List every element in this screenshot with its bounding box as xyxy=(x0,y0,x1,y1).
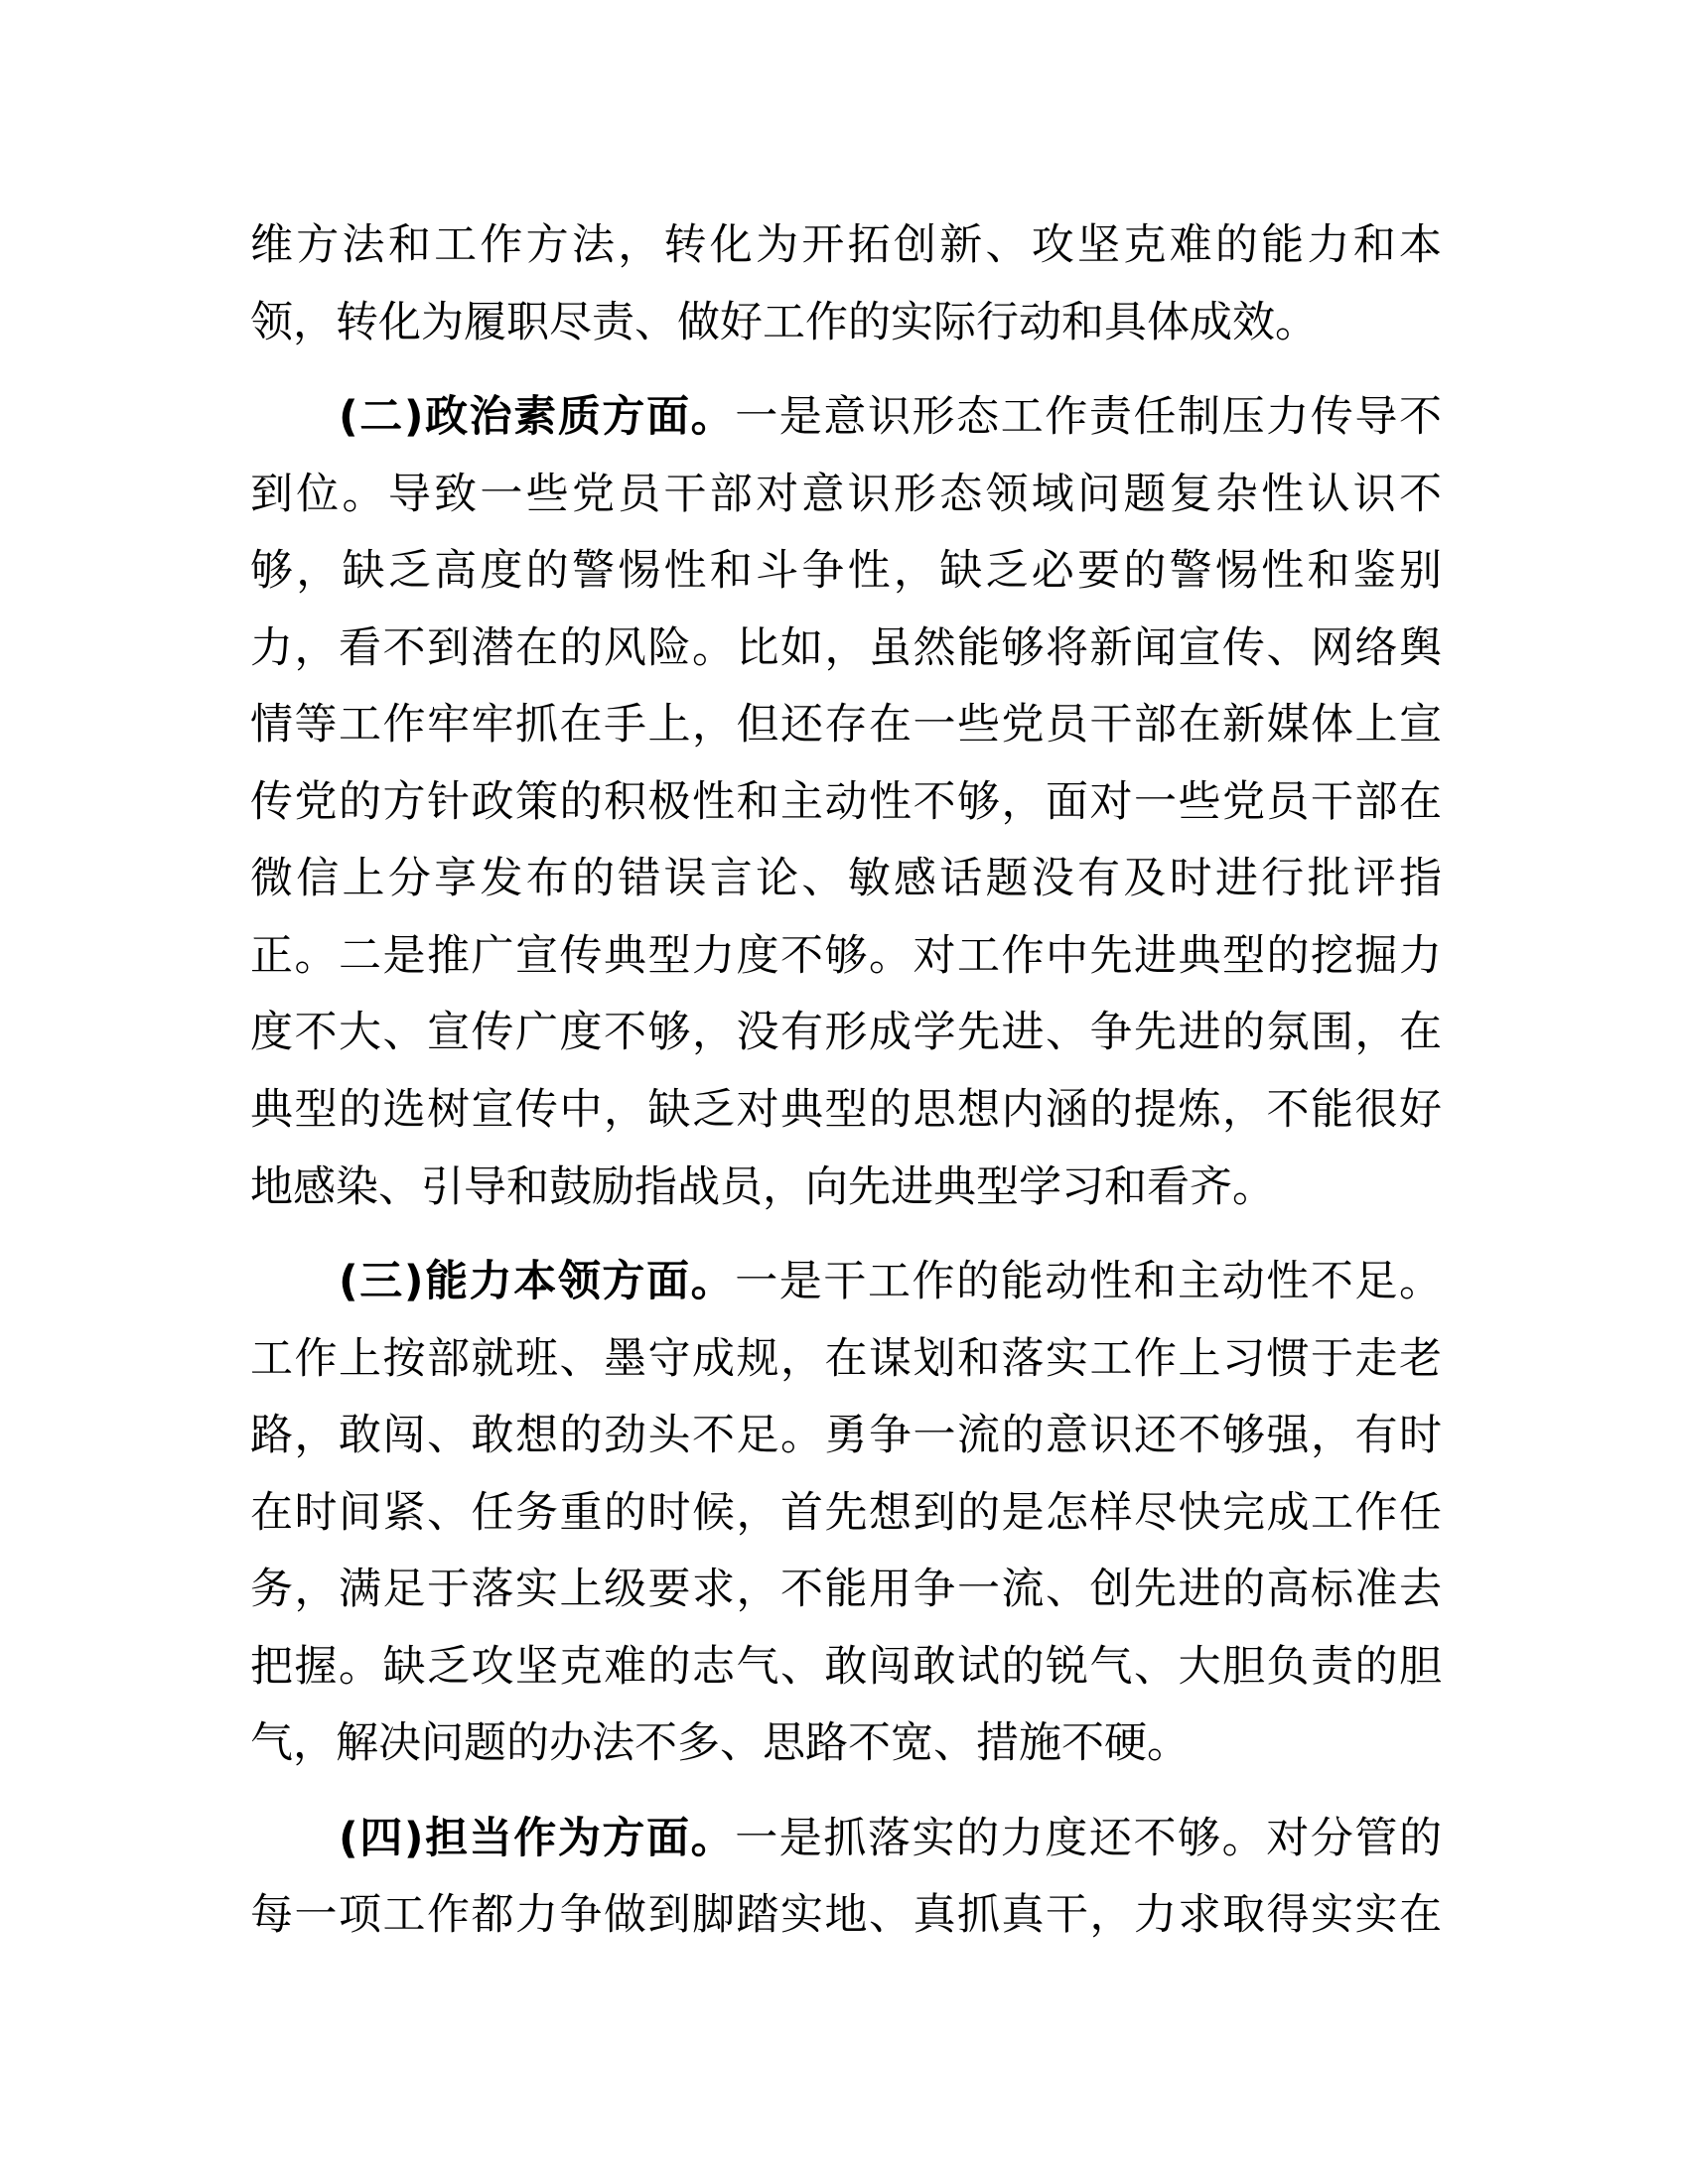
text-run: 一是干工作的能动性和主动性不足。 xyxy=(735,1257,1442,1307)
text-line: 工作上按部就班、墨守成规，在谋划和落实工作上习惯于走老 xyxy=(250,1333,1442,1384)
section-heading: (四)担当作为方面。 xyxy=(339,1813,736,1863)
paragraph-first-line xyxy=(250,1809,1442,1886)
section-heading: (二)政治素质方面。 xyxy=(339,392,736,443)
paragraph-responsibility xyxy=(250,1809,1442,1963)
text-run: 一是意识形态工作责任制压力传导不 xyxy=(735,392,1442,443)
text-line: 微信上分享发布的错误言论、敏感话题没有及时进行批评指 xyxy=(250,854,1442,904)
paragraph-first-line xyxy=(250,387,1442,465)
text-line: 地感染、引导和鼓励指战员，向先进典型学习和看齐。 xyxy=(250,1161,1275,1212)
text-line: 正。二是推广宣传典型力度不够。对工作中先进典型的挖掘力 xyxy=(250,930,1442,981)
text-line: 到位。导致一些党员干部对意识形态领域问题复杂性认识不 xyxy=(250,469,1442,519)
text-line: 够，缺乏高度的警惕性和斗争性，缺乏必要的警惕性和鉴别 xyxy=(250,546,1442,597)
text-line: 传党的方针政策的积极性和主动性不够，面对一些党员干部在 xyxy=(250,776,1442,827)
document-body xyxy=(250,215,1442,1980)
text-line: 务，满足于落实上级要求，不能用争一流、创先进的高标准去 xyxy=(250,1565,1442,1615)
text-line: 领，转化为履职尽责、做好工作的实际行动和具体成效。 xyxy=(250,297,1318,347)
text-run: 一是抓落实的力度还不够。对分管的 xyxy=(735,1813,1442,1863)
text-line: 度不大、宣传广度不够，没有形成学先进、争先进的氛围，在 xyxy=(250,1008,1442,1058)
paragraph-continuation xyxy=(250,215,1442,369)
text-line: 在时间紧、任务重的时候，首先想到的是怎样尽快完成工作任 xyxy=(250,1487,1442,1538)
text-line: 典型的选树宣传中，缺乏对典型的思想内涵的提炼，不能很好 xyxy=(250,1085,1442,1136)
paragraph-first-line xyxy=(250,1252,1442,1329)
text-line: 气，解决问题的办法不多、思路不宽、措施不硬。 xyxy=(250,1718,1190,1769)
text-line: 情等工作牢牢抓在手上，但还存在一些党员干部在新媒体上宣 xyxy=(250,700,1442,751)
text-line: 路，敢闯、敢想的劲头不足。勇争一流的意识还不够强，有时 xyxy=(250,1411,1442,1461)
text-line: 把握。缺乏攻坚克难的志气、敢闯敢试的锐气、大胆负责的胆 xyxy=(250,1641,1442,1692)
paragraph-political-quality xyxy=(250,387,1442,1234)
section-heading: (三)能力本领方面。 xyxy=(339,1257,736,1307)
text-line: 力，看不到潜在的风险。比如，虽然能够将新闻宣传、网络舆 xyxy=(250,622,1442,673)
paragraph-ability xyxy=(250,1252,1442,1791)
text-line: 维方法和工作方法，转化为开拓创新、攻坚克难的能力和本 xyxy=(250,220,1442,270)
text-line: 每一项工作都力争做到脚踏实地、真抓真干，力求取得实实在 xyxy=(250,1890,1442,1941)
